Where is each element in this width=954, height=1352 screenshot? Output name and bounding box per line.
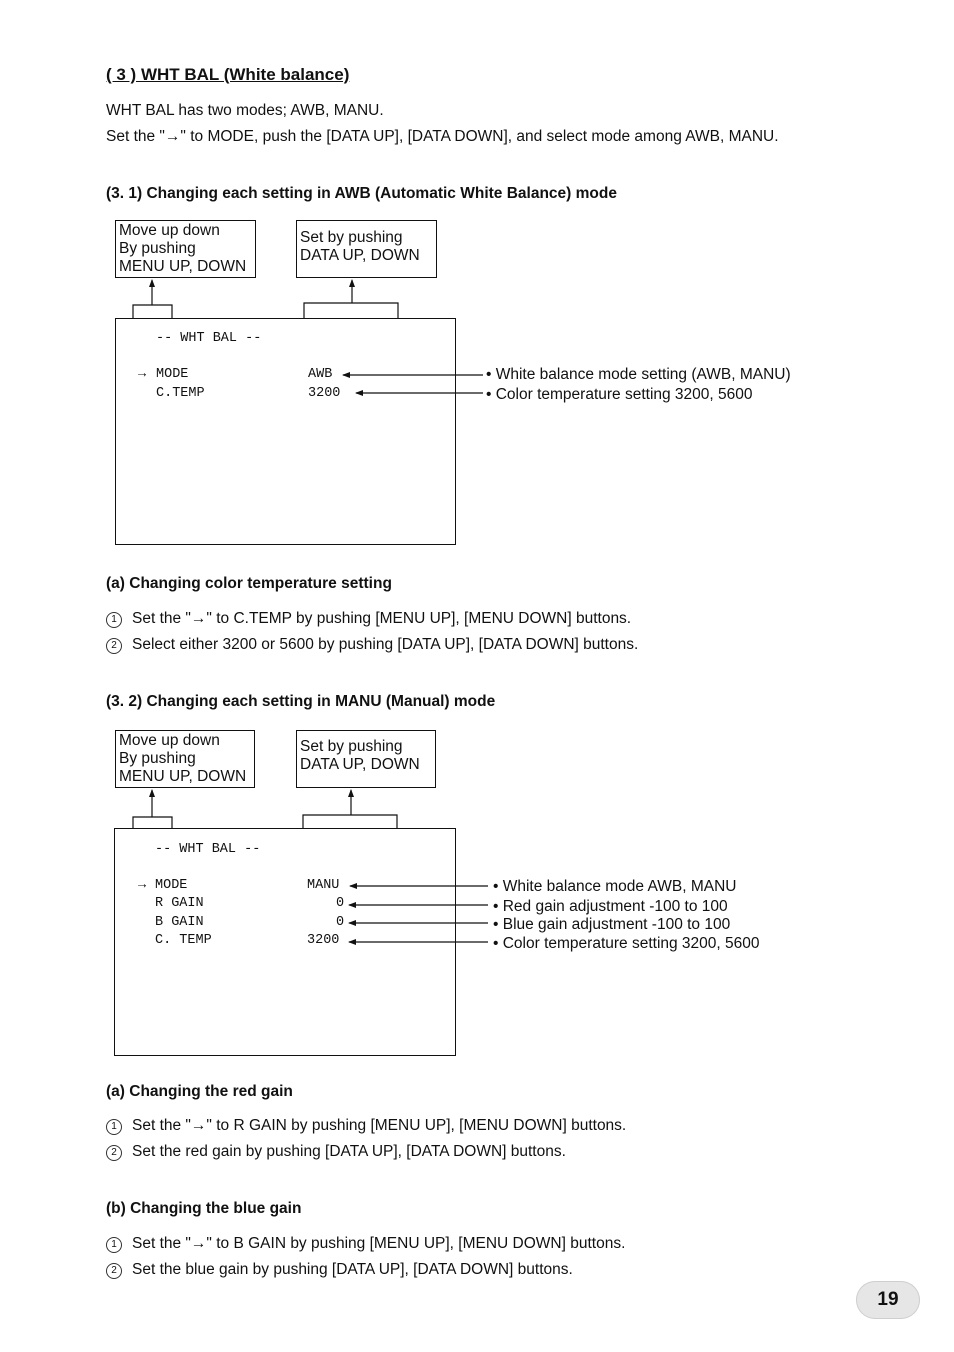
manu-menu-box-line: MENU UP, DOWN [119,768,247,785]
manu-screen-title: -- WHT BAL -- [155,842,261,857]
awb-menu-box-line: Move up down [119,222,220,239]
manu-row-label-rgain: R GAIN [155,896,204,911]
manu-row-label-bgain: B GAIN [155,915,204,930]
page-number: 19 [856,1281,920,1319]
manu-data-box-line: DATA UP, DOWN [300,756,420,773]
awb-note-mode: • White balance mode setting (AWB, MANU) [486,366,791,383]
step-text: Set the blue gain by pushing [DATA UP], [DATA DOWN] buttons. [132,1261,573,1278]
step-text: Set the "→" to B GAIN by pushing [MENU UP], [MENU DOWN] buttons. [132,1235,626,1252]
awb-menu-box-line: By pushing [119,240,196,257]
manu-row-label-mode: MODE [155,878,188,893]
section-title: ( 3 ) WHT BAL (White balance) [106,65,350,84]
step-text: Select either 3200 or 5600 by pushing [DATA UP], [DATA DOWN] buttons. [132,636,639,653]
awb-row-value-mode: AWB [308,367,333,382]
awb-data-box-line: DATA UP, DOWN [300,247,420,264]
intro-line-2: Set the "→" to MODE, push the [DATA UP], [DATA DOWN], and select mode among AWB, MANU. [106,128,779,145]
manu-note-ctemp: • Color temperature setting 3200, 5600 [493,935,760,952]
awb-cursor-arrow: → [138,367,147,382]
manu-cursor-arrow: → [138,878,147,893]
awb-note-ctemp: • Color temperature setting 3200, 5600 [486,386,753,403]
manu-note-mode: • White balance mode AWB, MANU [493,878,737,895]
awb-row-label-mode: MODE [156,367,189,382]
step-number-badge: 1 [106,612,122,628]
awb-menu-box-line: MENU UP, DOWN [119,258,247,275]
manu-data-bracket [303,815,397,828]
intro-line-1: WHT BAL has two modes; AWB, MANU. [106,102,384,119]
step-number-badge: 1 [106,1237,122,1253]
manu-row-value-rgain: 0 [336,896,345,911]
manu-row-value-bgain: 0 [336,915,345,930]
manu-menu-box-line: Move up down [119,732,220,749]
manu-note-bgain: • Blue gain adjustment -100 to 100 [493,916,731,933]
manu-row-label-ctemp: C. TEMP [155,933,212,948]
step-number-badge: 2 [106,1145,122,1161]
manu-data-box-line: Set by pushing [300,738,403,755]
step-number-badge: 1 [106,1119,122,1135]
manu-menu-box-line: By pushing [119,750,196,767]
awb-data-box-line: Set by pushing [300,229,403,246]
manu-note-rgain: • Red gain adjustment -100 to 100 [493,898,728,915]
step-number-badge: 2 [106,1263,122,1279]
awb-screen-title: -- WHT BAL -- [156,331,262,346]
awb-menu-bracket [133,305,172,318]
step-text: Set the "→" to C.TEMP by pushing [MENU UP], [MENU DOWN] buttons. [132,610,632,627]
awb-data-bracket [304,303,398,318]
step-number-badge: 2 [106,638,122,654]
step-text: Set the red gain by pushing [DATA UP], [DATA DOWN] buttons. [132,1143,566,1160]
manu-heading: (3. 2) Changing each setting in MANU (Manual) mode [106,693,496,710]
awb-sub-heading: (a) Changing color temperature setting [106,575,392,592]
manu-row-value-ctemp: 3200 [307,933,340,948]
red-gain-heading: (a) Changing the red gain [106,1083,293,1100]
awb-heading: (3. 1) Changing each setting in AWB (Automatic White Balance) mode [106,185,617,202]
manu-row-value-mode: MANU [307,878,340,893]
step-text: Set the "→" to R GAIN by pushing [MENU UP], [MENU DOWN] buttons. [132,1117,627,1134]
awb-row-label-ctemp: C.TEMP [156,386,205,401]
manu-menu-bracket [133,817,172,828]
blue-gain-heading: (b) Changing the blue gain [106,1200,302,1217]
awb-row-value-ctemp: 3200 [308,386,341,401]
